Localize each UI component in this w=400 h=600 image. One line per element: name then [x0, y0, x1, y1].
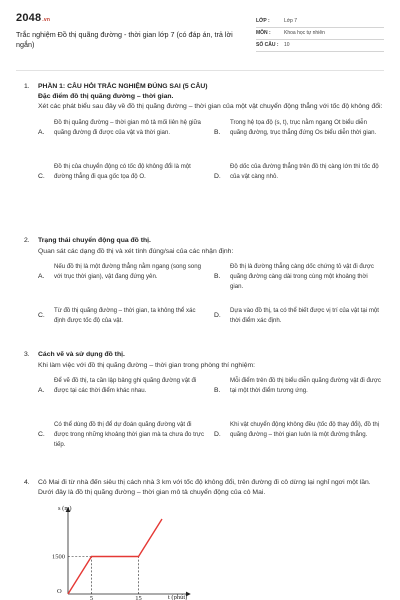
site-logo[interactable] [16, 12, 50, 24]
question-number: 3. [24, 351, 30, 358]
question-2 [16, 236, 386, 344]
meta-row-count [256, 40, 384, 52]
option-text: Mỗi điểm trên đồ thị biểu diễn quãng đường vật đi được tại một thời điểm tương ứng. [230, 377, 381, 394]
question-number: 2. [24, 237, 30, 244]
option-letter: A. [38, 128, 45, 136]
document-header [0, 0, 400, 64]
option-text: Đồ thị của chuyển động có tốc độ không đổi là một đường thẳng đi qua gốc tọa độ O. [54, 162, 191, 180]
x-axis-label: t (phút) [168, 594, 188, 600]
option-letter: C. [38, 312, 45, 319]
options-grid [38, 262, 386, 344]
option-letter: C. [38, 431, 45, 438]
question-3 [16, 350, 386, 460]
options-grid [38, 118, 386, 202]
distance-time-chart [40, 500, 200, 600]
origin-label: O [57, 588, 62, 595]
question-number: 4. [24, 479, 30, 486]
option-text: Nếu đồ thị là một đường thẳng nằm ngang (song song với trục thời gian), vật đang đứng yên. [54, 263, 201, 280]
option-text: Khi vật chuyển động không đều (tốc độ thay đổi), đồ thị quãng đường – thời gian luôn là một đường thẳng. [230, 421, 380, 438]
document-title: Trắc nghiệm Đồ thị quãng đường - thời gian lớp 7 (có đáp án, trả lời ngắn) [16, 30, 233, 49]
meta-value: Lớp 7 [284, 18, 298, 24]
option-letter: B. [214, 128, 221, 136]
header-divider [16, 70, 384, 71]
question-prompt: Cô Mai đi từ nhà đến siêu thị cách nhà 3 km với tốc độ không đổi, trên đường đi cô dừng lại nghỉ ngơi một lần. Dưới đây là đồ thị quãng đường – thời gian mô tả chuyển động của cô Mai. [38, 479, 371, 496]
option-letter: A. [38, 387, 45, 394]
guide-lines [68, 557, 139, 595]
meta-row-class [256, 16, 384, 28]
option-text: Từ đồ thị quãng đường – thời gian, ta không thể xác định được tốc độ của vật. [54, 307, 196, 324]
question-title: Cách vẽ và sử dụng đồ thị. [38, 351, 125, 358]
option-letter: A. [38, 273, 45, 280]
question-4 [16, 478, 386, 497]
meta-table [256, 16, 384, 52]
option-text: Đồ thị quãng đường – thời gian mô tả mối liên hệ giữa quãng đường đi được của vật và thời gian. [54, 118, 201, 136]
y-axis-label: s (m) [58, 505, 72, 512]
meta-value: 10 [284, 42, 290, 48]
option-letter: D. [214, 312, 221, 319]
question-number: 1. [24, 83, 30, 90]
option-letter: B. [214, 387, 221, 394]
option-text: Để vẽ đồ thị, ta cần lập bảng ghi quãng đường vật đi được tại các thời điểm khác nhau. [54, 377, 197, 394]
option-text: Trong hệ tọa độ (s, t), trục nằm ngang Ot biểu diễn quãng đường, trục thẳng đứng Os biểu diễn thời gian. [230, 118, 377, 136]
meta-key: LỚP : [256, 18, 270, 24]
option-text: Độ dốc của đường thẳng trên đồ thị càng lớn thì tốc độ của vật càng nhỏ. [230, 162, 379, 180]
section-title: PHẦN 1: CÂU HỎI TRẮC NGHIỆM ĐÚNG SAI (5 CÂU) [38, 83, 208, 90]
question-prompt: Quan sát các dạng đồ thị và xét tính đúng/sai của các nhận định: [38, 247, 234, 255]
question-title: Trạng thái chuyển động qua đồ thị. [38, 237, 151, 244]
meta-value: Khoa học tự nhiên [284, 30, 325, 36]
question-prompt: Xét các phát biểu sau đây về đồ thị quãng đường – thời gian của một vật chuyển động thẳng với tốc độ không đổi: [38, 103, 383, 110]
tick-labels [52, 554, 142, 600]
meta-row-subject [256, 28, 384, 40]
options-grid [38, 376, 386, 460]
x-tick-label: 5 [89, 595, 94, 600]
option-text: Có thể dùng đồ thị để dự đoán quãng đường vật đi được trong những khoảng thời gian mà ta chưa đo trực tiếp. [54, 421, 204, 448]
y-tick-label: 1500 [52, 553, 65, 561]
series-line [68, 519, 162, 594]
option-letter: C. [38, 172, 45, 180]
x-tick-label: 15 [135, 595, 142, 600]
question-1 [16, 82, 386, 202]
option-letter: D. [214, 431, 221, 438]
meta-key: MÔN : [256, 30, 271, 36]
logo-suffix: .vn [42, 17, 51, 23]
option-text: Đồ thị là đường thẳng càng dốc chứng tỏ vật đi được quãng đường càng dài trong cùng một khoảng thời gian. [230, 263, 374, 290]
meta-key: SỐ CÂU : [256, 42, 279, 48]
option-text: Dựa vào đồ thị, ta có thể biết được vị trí của vật tại một thời điểm xác định. [230, 307, 379, 324]
option-letter: B. [214, 273, 221, 280]
option-letter: D. [214, 172, 221, 180]
logo-text: 2048 [16, 12, 42, 24]
question-prompt: Khi làm việc với đồ thị quãng đường – thời gian trong phòng thí nghiệm: [38, 361, 256, 369]
question-title: Đặc điểm đồ thị quãng đường – thời gian. [38, 92, 174, 100]
